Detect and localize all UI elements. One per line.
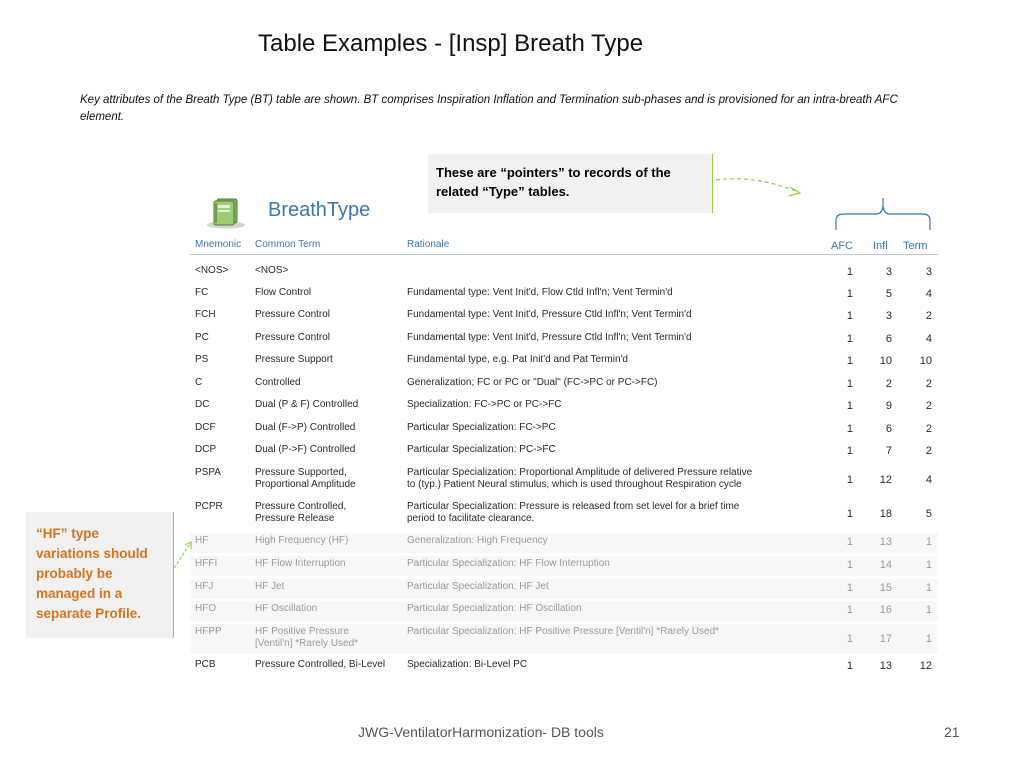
table-row (190, 657, 938, 677)
cell-mnemonic: FCH (195, 309, 216, 320)
cell-infl: 15 (879, 582, 892, 594)
cell-term: 2 (925, 400, 932, 412)
cell-common-term: Pressure Controlled, Bi-Level (255, 659, 386, 670)
cell-term: 2 (925, 378, 932, 390)
cell-mnemonic: PCPR (195, 501, 223, 512)
cell-infl: 17 (879, 633, 892, 645)
cell-term: 5 (925, 508, 932, 520)
cell-term: 1 (925, 633, 932, 645)
table-row (190, 330, 938, 350)
cell-infl: 18 (879, 508, 892, 520)
cell-infl: 6 (885, 423, 892, 435)
cell-mnemonic: <NOS> (195, 265, 229, 276)
header-divider (190, 254, 938, 255)
cell-mnemonic: HFPP (195, 626, 222, 637)
cell-infl: 9 (885, 400, 892, 412)
table-row (190, 499, 938, 529)
cell-term: 1 (925, 559, 932, 571)
table-row (190, 579, 938, 599)
cell-mnemonic: PSPA (195, 467, 221, 478)
cell-afc: 1 (846, 333, 853, 345)
cell-common-term-line2: Proportional Amplitude (255, 479, 356, 490)
cell-mnemonic: HFJ (195, 581, 214, 592)
table-row (190, 601, 938, 621)
cell-afc: 1 (846, 660, 853, 672)
table-title: BreathType (268, 199, 371, 221)
cell-term: 4 (925, 333, 932, 345)
header-term: Term (903, 240, 928, 252)
cell-rationale: Fundamental type: Vent Init'd, Pressure Ctld Infl'n; Vent Termin'd (407, 332, 692, 343)
cell-common-term: High Frequency (HF) (255, 535, 349, 546)
cell-rationale: Fundamental type, e.g. Pat Init'd and Pat Termin'd (407, 354, 628, 365)
cell-term: 1 (925, 604, 932, 616)
cell-rationale: Fundamental type: Vent Init'd, Flow Ctld Infl'n; Vent Termin'd (407, 287, 673, 298)
slide-subtitle: Key attributes of the Breath Type (BT) table are shown. BT comprises Inspiration Inflation and Termination sub-phases and is provisioned for an intra-breath AFC element. (80, 94, 898, 123)
cell-infl: 3 (885, 310, 892, 322)
cell-rationale: Particular Specialization: HF Positive Pressure [Ventil'n] *Rarely Used* (407, 626, 720, 637)
book-icon (205, 195, 247, 229)
table-row (190, 375, 938, 395)
cell-common-term-line2: [Ventil'n] *Rarely Used* (255, 638, 359, 649)
cell-afc: 1 (846, 266, 853, 278)
cell-mnemonic: DC (195, 399, 210, 410)
header-common-term: Common Term (255, 239, 321, 250)
cell-afc: 1 (846, 378, 853, 390)
header-infl: Infl (873, 240, 888, 252)
cell-mnemonic: C (195, 377, 203, 388)
cell-common-term: HF Oscillation (255, 603, 318, 614)
cell-infl: 7 (885, 445, 892, 457)
cell-mnemonic: PCB (195, 659, 216, 670)
cell-afc: 1 (846, 400, 853, 412)
cell-mnemonic: DCF (195, 422, 216, 433)
pointers-arrow (714, 170, 814, 210)
cell-common-term: Dual (F->P) Controlled (255, 422, 356, 433)
cell-afc: 1 (846, 423, 853, 435)
table-row (190, 285, 938, 305)
cell-common-term: Dual (P & F) Controlled (255, 399, 359, 410)
cell-infl: 5 (885, 288, 892, 300)
cell-rationale: Fundamental type: Vent Init'd, Pressure Ctld Infl'n; Vent Termin'd (407, 309, 692, 320)
table-row (190, 420, 938, 440)
cell-infl: 12 (879, 474, 892, 486)
cell-common-term: Flow Control (255, 287, 312, 298)
header-rationale: Rationale (407, 239, 450, 250)
cell-term: 1 (925, 582, 932, 594)
table-row (190, 533, 938, 553)
cell-term: 2 (925, 445, 932, 457)
cell-rationale: Particular Specialization: HF Jet (407, 581, 549, 592)
cell-term: 2 (925, 310, 932, 322)
cell-common-term: Pressure Control (255, 309, 331, 320)
hf-arrow (172, 538, 196, 572)
pointer-columns-brace (834, 194, 934, 234)
cell-infl: 13 (879, 536, 892, 548)
cell-term: 10 (919, 355, 932, 367)
cell-common-term-line2: Pressure Release (255, 513, 335, 524)
cell-infl: 3 (885, 266, 892, 278)
hf-callout: “HF” type variations should probably be managed in a separate Profile. (26, 512, 174, 638)
table-row (190, 397, 938, 417)
cell-rationale: Particular Specialization: HF Oscillation (407, 603, 582, 614)
table-row (190, 624, 938, 654)
cell-infl: 16 (879, 604, 892, 616)
cell-rationale: Generalization: High Frequency (407, 535, 548, 546)
cell-common-term: Pressure Support (255, 354, 333, 365)
cell-mnemonic: HFO (195, 603, 217, 614)
cell-afc: 1 (846, 310, 853, 322)
cell-term: 4 (925, 474, 932, 486)
cell-term: 4 (925, 288, 932, 300)
cell-rationale: Specialization: FC->PC or PC->FC (407, 399, 562, 410)
cell-common-term: HF Jet (255, 581, 285, 592)
cell-afc: 1 (846, 633, 853, 645)
cell-mnemonic: PS (195, 354, 209, 365)
table-row (190, 263, 938, 283)
cell-rationale: Particular Specialization: FC->PC (407, 422, 556, 433)
table-row (190, 307, 938, 327)
slide-title: Table Examples - [Insp] Breath Type (258, 30, 644, 57)
cell-infl: 14 (879, 559, 892, 571)
cell-rationale: Particular Specialization: Proportional Amplitude of delivered Pressure relative (407, 467, 753, 478)
header-mnemonic: Mnemonic (195, 239, 242, 250)
cell-rationale-line2: to (typ.) Patient Neural stimulus, which is used throughout Respiration cycle (407, 479, 742, 490)
cell-afc: 1 (846, 604, 853, 616)
table-row (190, 556, 938, 576)
cell-infl: 10 (879, 355, 892, 367)
cell-afc: 1 (846, 582, 853, 594)
cell-mnemonic: HFFI (195, 558, 218, 569)
pointers-callout: These are “pointers” to records of the related “Type” tables. (428, 154, 713, 213)
cell-common-term: Pressure Supported, (255, 467, 347, 478)
cell-common-term: HF Flow Interruption (255, 558, 346, 569)
table-row (190, 465, 938, 495)
cell-afc: 1 (846, 474, 853, 486)
cell-term: 2 (925, 423, 932, 435)
cell-rationale: Generalization; FC or PC or "Dual" (FC->PC or PC->FC) (407, 377, 658, 388)
cell-common-term: HF Positive Pressure (255, 626, 349, 637)
cell-common-term: Pressure Controlled, (255, 501, 347, 512)
cell-infl: 2 (885, 378, 892, 390)
cell-infl: 13 (879, 660, 892, 672)
header-afc: AFC (831, 240, 853, 252)
cell-mnemonic: DCP (195, 444, 217, 455)
cell-common-term: Controlled (255, 377, 301, 388)
cell-mnemonic: HF (195, 535, 209, 546)
cell-afc: 1 (846, 508, 853, 520)
cell-afc: 1 (846, 288, 853, 300)
cell-afc: 1 (846, 559, 853, 571)
cell-term: 12 (919, 660, 932, 672)
cell-rationale: Particular Specialization: HF Flow Interruption (407, 558, 610, 569)
page-number: 21 (944, 724, 960, 740)
cell-common-term: <NOS> (255, 265, 289, 276)
cell-afc: 1 (846, 536, 853, 548)
cell-afc: 1 (846, 445, 853, 457)
cell-mnemonic: FC (195, 287, 209, 298)
cell-rationale: Particular Specialization: Pressure is released from set level for a brief time (407, 501, 740, 512)
cell-rationale: Particular Specialization: PC->FC (407, 444, 556, 455)
cell-mnemonic: PC (195, 332, 209, 343)
table-row (190, 442, 938, 462)
cell-infl: 6 (885, 333, 892, 345)
cell-common-term: Pressure Control (255, 332, 331, 343)
table-row (190, 352, 938, 372)
footer-text: JWG-VentilatorHarmonization- DB tools (358, 724, 604, 740)
cell-afc: 1 (846, 355, 853, 367)
cell-term: 1 (925, 536, 932, 548)
cell-rationale: Specialization: Bi-Level PC (407, 659, 528, 670)
cell-common-term: Dual (P->F) Controlled (255, 444, 356, 455)
cell-term: 3 (925, 266, 932, 278)
cell-rationale-line2: period to facilitate clearance. (407, 513, 535, 524)
